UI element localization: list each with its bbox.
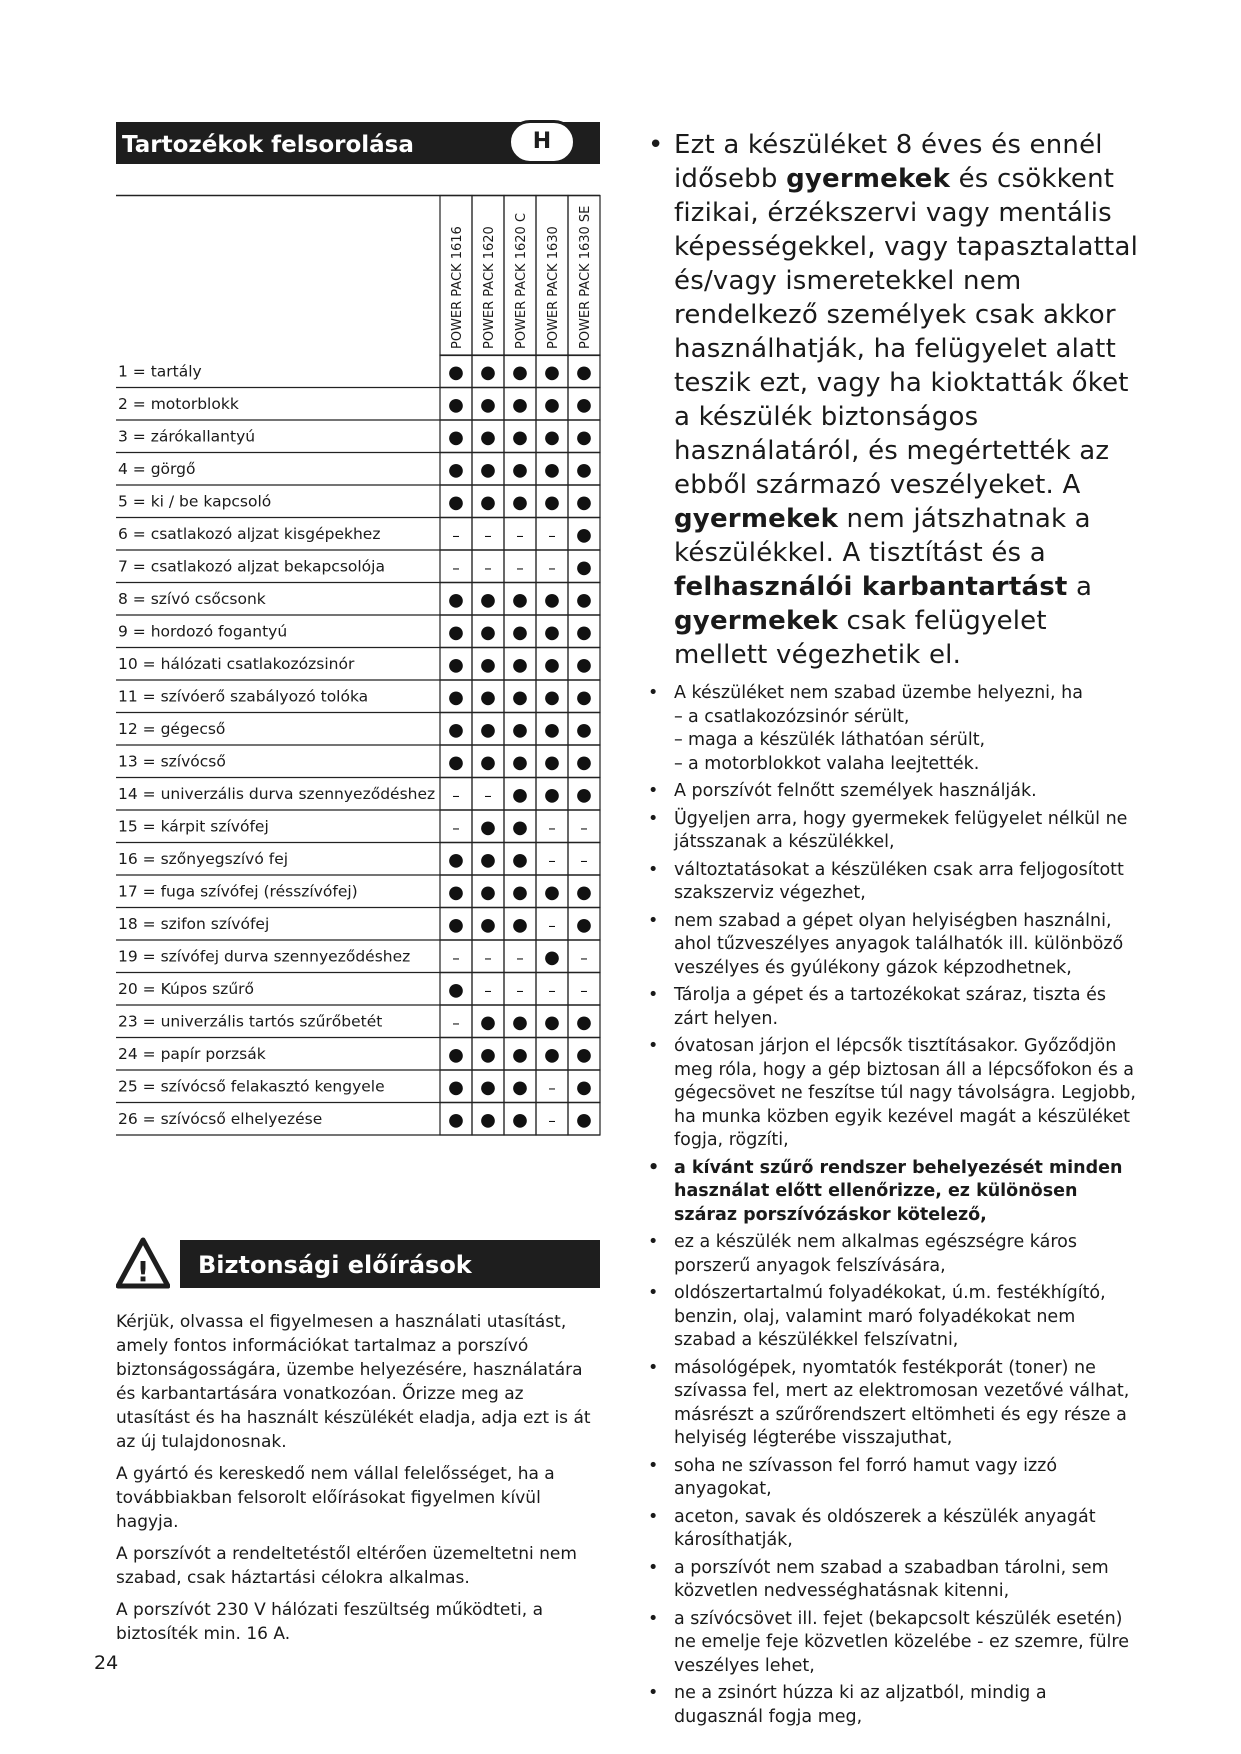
availability-mark: –: [484, 786, 492, 805]
availability-mark: ●: [480, 686, 496, 708]
availability-mark: ●: [544, 621, 560, 643]
availability-mark: ●: [480, 1011, 496, 1033]
availability-mark: ●: [576, 686, 592, 708]
availability-mark: –: [548, 851, 556, 870]
availability-mark: –: [452, 818, 460, 837]
availability-mark: ●: [512, 394, 528, 416]
accessory-label: 2 = motorblokk: [118, 394, 239, 413]
availability-mark: ●: [480, 1044, 496, 1066]
availability-mark: ●: [512, 881, 528, 903]
availability-mark: ●: [480, 589, 496, 611]
availability-mark: ●: [576, 751, 592, 773]
availability-mark: ●: [512, 459, 528, 481]
accessory-label: 1 = tartály: [118, 362, 202, 381]
availability-mark: ●: [480, 1109, 496, 1131]
availability-mark: ●: [576, 784, 592, 806]
accessories-table: [116, 195, 600, 1135]
availability-mark: –: [548, 981, 556, 1000]
availability-mark: ●: [576, 459, 592, 481]
availability-mark: ●: [576, 556, 592, 578]
safety-rules-column: [648, 128, 1138, 1733]
no-use-condition: – a motorblokkot valaha leejtették.: [674, 753, 1138, 777]
accessory-label: 12 = gégecső: [118, 719, 226, 738]
availability-mark: ●: [512, 1109, 528, 1131]
availability-mark: –: [548, 526, 556, 545]
availability-mark: ●: [480, 459, 496, 481]
availability-mark: –: [484, 558, 492, 577]
availability-mark: ●: [544, 881, 560, 903]
availability-mark: ●: [480, 426, 496, 448]
availability-mark: ●: [448, 654, 464, 676]
availability-mark: ●: [480, 491, 496, 513]
safety-rule-item: • változtatásokat a készüléken csak arra feljogosított szakszerviz végezhet,: [648, 859, 1138, 906]
availability-mark: ●: [544, 654, 560, 676]
availability-mark: ●: [448, 719, 464, 741]
accessory-label: 24 = papír porzsák: [118, 1044, 266, 1063]
availability-mark: ●: [480, 394, 496, 416]
availability-mark: ●: [512, 621, 528, 643]
safety-rule-item: • ez a készülék nem alkalmas egészségre káros porszerű anyagok felszívására,: [648, 1231, 1138, 1278]
availability-mark: ●: [448, 1109, 464, 1131]
availability-mark: –: [580, 851, 588, 870]
availability-mark: ●: [576, 881, 592, 903]
safety-rule-item: • soha ne szívasson fel forró hamut vagy izzó anyagokat,: [648, 1455, 1138, 1502]
accessory-label: 3 = zárókallantyú: [118, 427, 256, 446]
availability-mark: ●: [448, 394, 464, 416]
availability-mark: ●: [448, 849, 464, 871]
accessory-label: 7 = csatlakozó aljzat bekapcsolója: [118, 557, 385, 576]
availability-mark: ●: [544, 719, 560, 741]
availability-mark: ●: [512, 686, 528, 708]
availability-mark: ●: [544, 686, 560, 708]
accessory-label: 17 = fuga szívófej (résszívófej): [118, 882, 358, 901]
availability-mark: ●: [480, 621, 496, 643]
availability-mark: –: [452, 558, 460, 577]
safety-paragraph: A gyártó és kereskedő nem vállal felelősséget, ha a továbbiakban felsorolt előírásokat figyelmen kívül hagyja.: [116, 1464, 555, 1532]
availability-mark: –: [452, 786, 460, 805]
accessory-label: 20 = Kúpos szűrő: [118, 979, 254, 998]
availability-mark: ●: [576, 394, 592, 416]
availability-mark: ●: [448, 621, 464, 643]
safety-rule-item: • aceton, savak és oldószerek a készülék anyagát károsíthatják,: [648, 1506, 1138, 1553]
no-use-condition: – a csatlakozózsinór sérült,: [674, 706, 1138, 730]
availability-mark: ●: [512, 1044, 528, 1066]
safety-rule-item: • A porszívót felnőtt személyek használják.: [648, 780, 1138, 804]
availability-mark: ●: [480, 719, 496, 741]
availability-mark: ●: [512, 1076, 528, 1098]
safety-rule-item: • másológépek, nyomtatók festékporát (toner) ne szívassa fel, mert az elektromosan vezetővé válhat, másrészt a szűrőrendszert eltömheti és egy része a helyiség légterébe visszajuthat,: [648, 1357, 1138, 1451]
availability-mark: ●: [448, 881, 464, 903]
safety-rule-item: • Ügyeljen arra, hogy gyermekek felügyelet nélkül ne játsszanak a készülékkel,: [648, 808, 1138, 855]
availability-mark: ●: [576, 491, 592, 513]
availability-mark: ●: [544, 1044, 560, 1066]
availability-mark: ●: [544, 459, 560, 481]
availability-mark: ●: [512, 816, 528, 838]
safety-rule-item-emphasized: • a kívánt szűrő rendszer behelyezését minden használat előtt ellenőrizze, ez különösen száraz porszívózáskor kötelező,: [648, 1157, 1138, 1228]
accessory-label: 8 = szívó csőcsonk: [118, 589, 266, 608]
availability-mark: –: [580, 948, 588, 967]
accessory-label: 16 = szőnyegszívó fej: [118, 849, 289, 868]
availability-mark: ●: [512, 719, 528, 741]
availability-mark: ●: [448, 979, 464, 1001]
availability-mark: ●: [480, 849, 496, 871]
accessory-label: 23 = univerzális tartós szűrőbetét: [118, 1012, 383, 1031]
availability-mark: ●: [512, 589, 528, 611]
safety-rule-item: • a porszívót nem szabad a szabadban tárolni, sem közvetlen nedvességhatásnak kitenni,: [648, 1557, 1138, 1604]
safety-rule-item: • nem szabad a gépet olyan helyiségben használni, ahol tűzveszélyes anyagok találhatók ill. különböző veszélyes és gyúlékony gázok képzodhetnek,: [648, 910, 1138, 981]
safety-rule-item: • A készüléket nem szabad üzembe helyezni, ha – a csatlakozózsinór sérült, – maga a készülék láthatóan sérült, – a motorblokkot valaha leejtették.: [648, 682, 1138, 776]
safety-paragraph: Kérjük, olvassa el figyelmesen a használati utasítást, amely fontos információkat tartalmaz a porszívó biztonságosságára, üzembe helyezésére, használatára és karbantartására vonatkozóan. Őrizze meg az utasítást és ha használt készülékét eladja, adja ezt is át az új tulajdonosnak.: [116, 1312, 591, 1452]
availability-mark: ●: [544, 589, 560, 611]
availability-mark: ●: [576, 524, 592, 546]
availability-mark: –: [516, 526, 524, 545]
availability-mark: ●: [512, 361, 528, 383]
availability-mark: ●: [448, 1044, 464, 1066]
availability-mark: ●: [576, 654, 592, 676]
availability-mark: ●: [448, 491, 464, 513]
accessory-label: 25 = szívócső felakasztó kengyele: [118, 1077, 385, 1096]
availability-mark: ●: [512, 784, 528, 806]
availability-mark: ●: [544, 361, 560, 383]
availability-mark: ●: [480, 1076, 496, 1098]
availability-mark: ●: [576, 426, 592, 448]
availability-mark: –: [516, 558, 524, 577]
model-header-label: POWER PACK 1616: [450, 226, 465, 349]
availability-mark: ●: [576, 1076, 592, 1098]
page-number: 24: [94, 1652, 119, 1674]
children-usage-rule: • Ezt a készüléket 8 éves és ennél idősebb gyermekek és csökkent fizikai, érzékszervi vagy mentális képességekkel, vagy tapasztalattal és/vagy ismeretekkel nem rendelkező személyek csak akkor használhatják, ha felügyelet alatt teszik ezt, vagy ha kioktatták őket a készülék biztonságos használatáról, és megértették az ebből származó veszélyeket. A gyermekek nem játszhatnak a készülékkel. A tisztítást és a felhasználói karbantartást a gyermekek csak felügyelet mellett végezhetik el.: [648, 128, 1138, 672]
availability-mark: ●: [576, 1109, 592, 1131]
accessory-label: 6 = csatlakozó aljzat kisgépekhez: [118, 524, 381, 543]
availability-mark: ●: [576, 914, 592, 936]
availability-mark: ●: [544, 394, 560, 416]
availability-mark: ●: [448, 361, 464, 383]
safety-rule-item: • óvatosan járjon el lépcsők tisztításakor. Győződjön meg róla, hogy a gép biztosan áll a lépcsőfokon és a gégecsövet ne feszítse túl nagy távolságra. Legjobb, ha munka közben egyik kezével magát a készüléket fogja, rögzíti,: [648, 1035, 1138, 1153]
availability-mark: –: [452, 1013, 460, 1032]
availability-mark: ●: [448, 459, 464, 481]
safety-paragraph: A porszívót 230 V hálózati feszültség működteti, a biztosíték min. 16 A.: [116, 1600, 543, 1644]
accessory-label: 14 = univerzális durva szennyeződéshez: [118, 784, 436, 803]
model-header-label: POWER PACK 1630 SE: [578, 205, 593, 349]
model-header-label: POWER PACK 1630: [546, 226, 561, 349]
safety-intro: [116, 1310, 600, 1654]
availability-mark: ●: [576, 361, 592, 383]
availability-mark: ●: [576, 621, 592, 643]
availability-mark: ●: [512, 426, 528, 448]
warning-triangle-icon: [116, 1237, 170, 1289]
availability-mark: ●: [576, 589, 592, 611]
accessories-title: Tartozékok felsorolása: [116, 122, 600, 164]
availability-mark: –: [484, 948, 492, 967]
availability-mark: ●: [544, 946, 560, 968]
availability-mark: ●: [512, 654, 528, 676]
model-header-label: POWER PACK 1620 C: [514, 212, 529, 349]
safety-paragraph: A porszívót a rendeltetéstől eltérően üzemeltetni nem szabad, csak háztartási célokra alkalmas.: [116, 1544, 577, 1588]
availability-mark: ●: [480, 816, 496, 838]
availability-mark: –: [580, 981, 588, 1000]
availability-mark: –: [484, 981, 492, 1000]
availability-mark: ●: [544, 784, 560, 806]
availability-mark: –: [580, 818, 588, 837]
availability-mark: ●: [480, 751, 496, 773]
availability-mark: ●: [512, 1011, 528, 1033]
no-use-conditions: [674, 706, 1138, 777]
availability-mark: ●: [544, 1011, 560, 1033]
availability-mark: ●: [448, 751, 464, 773]
accessory-label: 13 = szívócső: [118, 752, 226, 771]
language-badge: H: [508, 120, 576, 164]
availability-mark: –: [548, 916, 556, 935]
safety-rule-item: • oldószertartalmú folyadékokat, ú.m. festékhígító, benzin, olaj, valamint maró folyadékokat nem szabad a készülékkel felszívatni,: [648, 1282, 1138, 1353]
availability-mark: ●: [544, 751, 560, 773]
availability-mark: ●: [512, 849, 528, 871]
accessory-label: 5 = ki / be kapcsoló: [118, 492, 272, 511]
availability-mark: –: [452, 948, 460, 967]
availability-mark: ●: [512, 751, 528, 773]
accessory-label: 4 = görgő: [118, 459, 196, 478]
availability-mark: –: [452, 526, 460, 545]
accessory-label: 9 = hordozó fogantyú: [118, 622, 288, 641]
availability-mark: –: [548, 558, 556, 577]
availability-mark: ●: [544, 426, 560, 448]
accessory-label: 18 = szifon szívófej: [118, 914, 270, 933]
availability-mark: ●: [512, 914, 528, 936]
availability-mark: ●: [576, 1011, 592, 1033]
safety-rule-item: • a szívócsövet ill. fejet (bekapcsolt készülék esetén) ne emelje feje közvetlen közelébe - ez szemre, fülre veszélyes lehet,: [648, 1608, 1138, 1679]
model-header-label: POWER PACK 1620: [482, 226, 497, 349]
availability-mark: ●: [544, 491, 560, 513]
availability-mark: ●: [448, 589, 464, 611]
accessory-label: 19 = szívófej durva szennyeződéshez: [118, 947, 411, 966]
availability-mark: ●: [448, 1076, 464, 1098]
safety-title: Biztonsági előírások: [180, 1240, 600, 1288]
availability-mark: ●: [448, 686, 464, 708]
availability-mark: –: [548, 1078, 556, 1097]
availability-mark: –: [516, 981, 524, 1000]
safety-rule-item: • Tárolja a gépet és a tartozékokat száraz, tiszta és zárt helyen.: [648, 984, 1138, 1031]
availability-mark: –: [548, 1111, 556, 1130]
availability-mark: ●: [448, 426, 464, 448]
accessory-label: 10 = hálózati csatlakozózsinór: [118, 654, 355, 673]
availability-mark: –: [516, 948, 524, 967]
availability-mark: ●: [576, 1044, 592, 1066]
accessory-label: 15 = kárpit szívófej: [118, 817, 269, 836]
availability-mark: ●: [480, 654, 496, 676]
no-use-condition: – maga a készülék láthatóan sérült,: [674, 729, 1138, 753]
availability-mark: ●: [480, 881, 496, 903]
safety-rule-item: • ne a zsinórt húzza ki az aljzatból, mindig a dugasznál fogja meg,: [648, 1682, 1138, 1729]
availability-mark: –: [548, 818, 556, 837]
availability-mark: ●: [512, 491, 528, 513]
warning-exclamation: !: [136, 1255, 150, 1288]
safety-rule-list: [648, 682, 1138, 1729]
availability-mark: ●: [480, 361, 496, 383]
availability-mark: ●: [448, 914, 464, 936]
accessory-label: 26 = szívócső elhelyezése: [118, 1109, 323, 1128]
availability-mark: ●: [480, 914, 496, 936]
availability-mark: –: [484, 526, 492, 545]
accessory-label: 11 = szívóerő szabályozó tolóka: [118, 687, 369, 706]
availability-mark: ●: [576, 719, 592, 741]
